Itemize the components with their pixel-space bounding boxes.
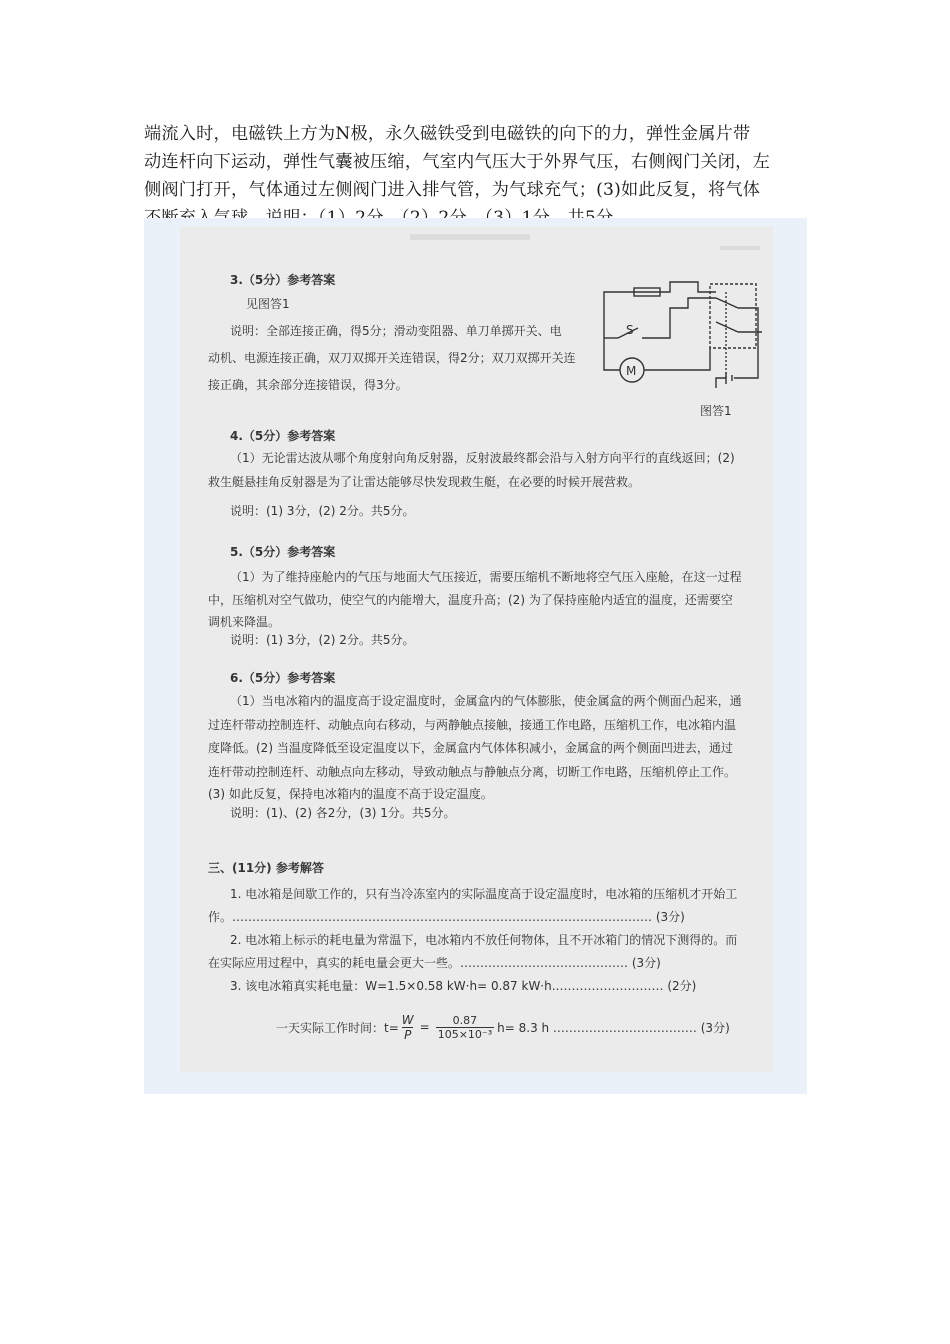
q6-heading: 6.（5分）参考答案 xyxy=(230,671,336,685)
scan-smudge xyxy=(720,246,760,250)
scanned-answer-sheet xyxy=(180,226,773,1072)
q3-see-figure: 见图答1 xyxy=(246,297,290,311)
work-time-formula: 一天实际工作时间：t= $\frac{W}{P}$ = $\frac{0.87}{\text{105×10⁻³}}$ h= 8.3 h ……………………………… (3分) xyxy=(276,1012,730,1042)
q6-text-line: 度降低。(2) 当温度降低至设定温度以下，金属盒内气体体积减小，金属盒的两个侧面凹进去，通过 xyxy=(208,741,733,755)
q3-text-line: 动机、电源连接正确，双刀双掷开关连错误，得2分；双刀双掷开关连 xyxy=(208,351,576,365)
fraction-w-over-p xyxy=(402,1013,414,1042)
q4-note: 说明：(1) 3分，(2) 2分。共5分。 xyxy=(230,504,415,518)
q5-note: 说明：(1) 3分，(2) 2分。共5分。 xyxy=(230,633,415,647)
part3-heading: 三、(11分) 参考解答 xyxy=(208,861,324,875)
fraction-numerator: W xyxy=(401,1012,414,1027)
q6-text-line: （1）当电冰箱内的温度高于设定温度时，金属盒内的气体膨胀，使金属盒的两个侧面凸起来，通 xyxy=(230,694,742,708)
q5-heading: 5.（5分）参考答案 xyxy=(230,545,336,559)
scan-smudge xyxy=(410,234,530,240)
fraction-denominator: P xyxy=(404,1027,412,1042)
part3-text-line: 2. 电冰箱上标示的耗电量为常温下，电冰箱内不放任何物体，且不开冰箱门的情况下测得的。而 xyxy=(230,933,738,947)
q3-text-line: 说明：全部连接正确，得5分；滑动变阻器、单刀单掷开关、电 xyxy=(230,324,562,338)
fraction-numerator: 0.87 xyxy=(452,1013,478,1027)
part3-text-line: 3. 该电冰箱真实耗电量：W=1.5×0.58 kW·h= 0.87 kW·h.……………………… (2分) xyxy=(230,979,697,993)
intro-line: 侧阀门打开，气体通过左侧阀门进入排气管，为气球充气；(3)如此反复，将气体 xyxy=(144,180,761,200)
part3-text-line: 1. 电冰箱是间歇工作的，只有当冷冻室内的实际温度高于设定温度时，电冰箱的压缩机才开始工 xyxy=(230,887,738,901)
q4-heading: 4.（5分）参考答案 xyxy=(230,429,336,443)
q6-text-line: 过连杆带动控制连杆、动触点向右移动，与两静触点接触，接通工作电路，压缩机工作，电冰箱内温 xyxy=(208,718,737,732)
intro-line: 动连杆向下运动，弹性气囊被压缩，气室内气压大于外界气压，右侧阀门关闭，左 xyxy=(144,152,770,172)
formula-prefix: 一天实际工作时间：t= xyxy=(276,1020,399,1035)
fraction-denominator: 105×10⁻³ xyxy=(437,1027,493,1041)
q4-text-line: 救生艇悬挂角反射器是为了让雷达能够尽快发现救生艇，在必要的时候开展营救。 xyxy=(208,475,641,489)
q4-text-line: （1）无论雷达波从哪个角度射向角反射器，反射波最终都会沿与入射方向平行的直线返回；(2) xyxy=(230,451,735,465)
q3-text-line: 接正确，其余部分连接错误，得3分。 xyxy=(208,378,408,392)
fraction-values xyxy=(436,1014,494,1041)
q6-text-line: 连杆带动控制连杆、动触点向左移动，导致动触点与静触点分离，切断工作电路，压缩机停止工作。 xyxy=(208,765,737,779)
intro-paragraph xyxy=(144,120,808,232)
switch-label: S xyxy=(626,323,634,337)
circuit-diagram xyxy=(598,278,768,398)
dpdt-switch-box xyxy=(710,284,756,348)
part3-text-line: 作。…………………………………………………………………………………………… (3分) xyxy=(208,910,685,924)
q5-text-line: 中，压缩机对空气做功，使空气的内能增大，温度升高；(2) 为了保持座舱内适宜的温度，还需要空 xyxy=(208,593,733,607)
dpdt-switch-blades xyxy=(716,298,738,332)
q3-heading: 3.（5分）参考答案 xyxy=(230,273,336,287)
motor-label: M xyxy=(626,364,637,378)
part3-text-line: 在实际应用过程中，真实的耗电量会更大一些。…………………………………… (3分) xyxy=(208,956,661,970)
figure-label: 图答1 xyxy=(700,404,732,418)
formula-suffix: h= 8.3 h ……………………………… (3分) xyxy=(497,1020,730,1035)
q6-text-line: (3) 如此反复，保持电冰箱内的温度不高于设定温度。 xyxy=(208,787,493,801)
q6-note: 说明：(1)、(2) 各2分，(3) 1分。共5分。 xyxy=(230,806,456,820)
q5-text-line: 调机来降温。 xyxy=(208,615,281,629)
q5-text-line: （1）为了维持座舱内的气压与地面大气压接近，需要压缩机不断地将空气压入座舱，在这一过程 xyxy=(230,570,742,584)
intro-line: 端流入时，电磁铁上方为N极，永久磁铁受到电磁铁的向下的力，弹性金属片带 xyxy=(144,124,751,144)
battery-icon xyxy=(726,372,732,384)
